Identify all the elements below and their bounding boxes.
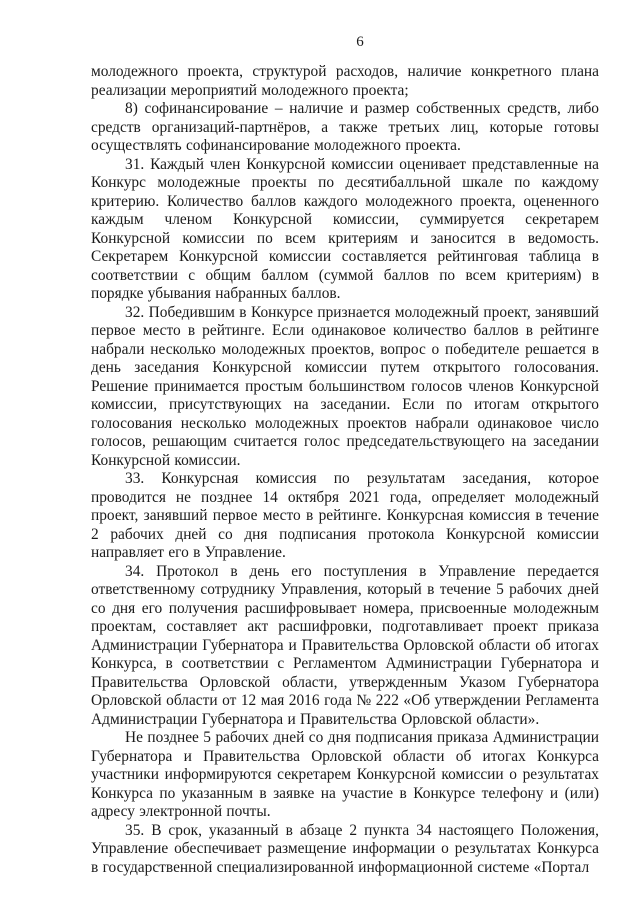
paragraph-31: 31. Каждый член Конкурсной комиссии оценивает представленные на Конкурс молодежные проекты по десятибалльной шкале по каждому критерию. Количество баллов каждого молодежного проекта, оцененного каждым членом Конкурсной комиссии, суммируется секретарем Конкурсной комиссии по всем критериям и заносится в ведомость. Секретарем Конкурсной комиссии составляется рейтинговая таблица в соответствии с общим баллом (суммой баллов по всем критериям) в порядке убывания набранных баллов. [91,155,599,302]
paragraph-item-8: 8) софинансирование – наличие и размер собственных средств, либо средств организаций-партнёров, а также третьих лиц, которые готовы осуществлять софинансирование молодежного проекта. [91,100,599,154]
paragraph-32: 32. Победившим в Конкурсе признается молодежный проект, занявший первое место в рейтинге. Если одинаковое количество баллов в рейтинге набрали несколько молодежных проектов, вопрос о победителе решается в день заседания Конкурсной комиссии путем открытого голосования. Решение принимается простым большинством голосов членов Конкурсной комиссии, присутствующих на заседании. Если по итогам открытого голосования несколько молодежных проектов набрали одинаковое число голосов, решающим считается голос председательствующего на заседании Конкурсной комиссии. [91,303,599,469]
paragraph-35: 35. В срок, указанный в абзаце 2 пункта 34 настоящего Положения, Управление обеспечивает размещение информации о результатах Конкурса в государственной специализированной информационной системе «Портал [91,821,599,876]
page-number: 6 [356,34,364,50]
paragraph-34-part-2: Не позднее 5 рабочих дней со дня подписания приказа Администрации Губернатора и Правительства Орловской области об итогах Конкурса участники информируются секретарем Конкурсной комиссии о результатах Конкурса по указанным в заявке на участие в Конкурсе телефону и (или) адресу электронной почты. [91,729,599,820]
paragraph-34: 34. Протокол в день его поступления в Управление передается ответственному сотруднику Управления, который в течение 5 рабочих дней со дня его получения расшифровывает номера, присвоенные молодежным проектам, составляет акт расшифровки, подготавливает проект приказа Администрации Губернатора и Правительства Орловской области об итогах Конкурса, в соответствии с Регламентом Администрации Губернатора и Правительства Орловской области, утвержденным Указом Губернатора Орловской области от 12 мая 2016 года № 222 «Об утверждении Регламента Администрации Губернатора и Правительства Орловской области». [91,562,599,728]
paragraph-33: 33. Конкурсная комиссия по результатам заседания, которое проводится не позднее 14 октября 2021 года, определяет молодежный проект, занявший первое место в рейтинге. Конкурсная комиссия в течение 2 рабочих дней со дня подписания протокола Конкурсной комиссии направляет его в Управление. [91,470,599,561]
paragraph-continuation: молодежного проекта, структурой расходов, наличие конкретного плана реализации мероприятий молодежного проекта; [91,63,599,99]
